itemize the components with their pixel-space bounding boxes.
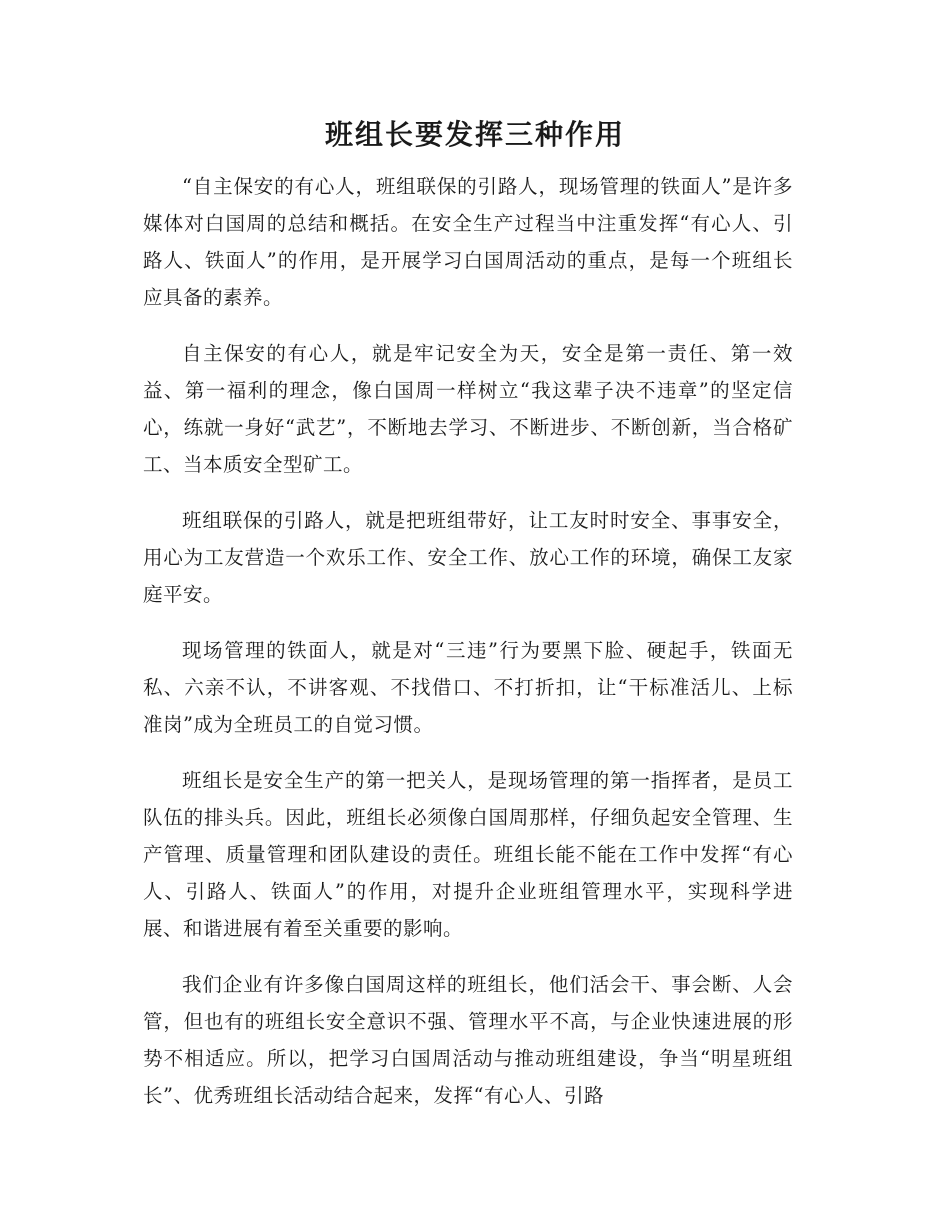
paragraph-4: 现场管理的铁面人，就是对“三违”行为要黑下脸、硬起手，铁面无私、六亲不认，不讲客观、不找借口、不打折扣，让“干标准活儿、上标准岗”成为全班员工的自觉习惯。 [143,639,793,736]
paragraph-3: 班组联保的引路人，就是把班组带好，让工友时时安全、事事安全，用心为工友营造一个欢乐工作、安全工作、放心工作的环境，确保工友家庭平安。 [143,509,793,606]
document-body [143,168,793,1133]
document-title: 班组长要发挥三种作用 [324,118,625,151]
paragraph-6: 我们企业有许多像白国周这样的班组长，他们活会干、事会断、人会管，但也有的班组长安全意识不强、管理水平不高，与企业快速进展的形势不相适应。所以，把学习白国周活动与推动班组建设，争当“明星班组长”、优秀班组长活动结合起来，发挥“有心人、引路 [143,973,793,1107]
paragraph-5: 班组长是安全生产的第一把关人，是现场管理的第一指挥者，是员工队伍的排头兵。因此，班组长必须像白国周那样，仔细负起安全管理、生产管理、质量管理和团队建设的责任。班组长能不能在工作中发挥“有心人、引路人、铁面人”的作用，对提升企业班组管理水平，实现科学进展、和谐进展有着至关重要的影响。 [143,769,793,940]
paragraph-1: “自主保安的有心人，班组联保的引路人，现场管理的铁面人”是许多媒体对白国周的总结和概括。在安全生产过程当中注重发挥“有心人、引路人、铁面人”的作用，是开展学习白国周活动的重点，是每一个班组长应具备的素养。 [143,175,793,309]
paragraph-2: 自主保安的有心人，就是牢记安全为天，安全是第一责任、第一效益、第一福利的理念，像白国周一样树立“我这辈子决不违章”的坚定信心，练就一身好“武艺”，不断地去学习、不断进步、不断创新，当合格矿工、当本质安全型矿工。 [143,342,793,476]
